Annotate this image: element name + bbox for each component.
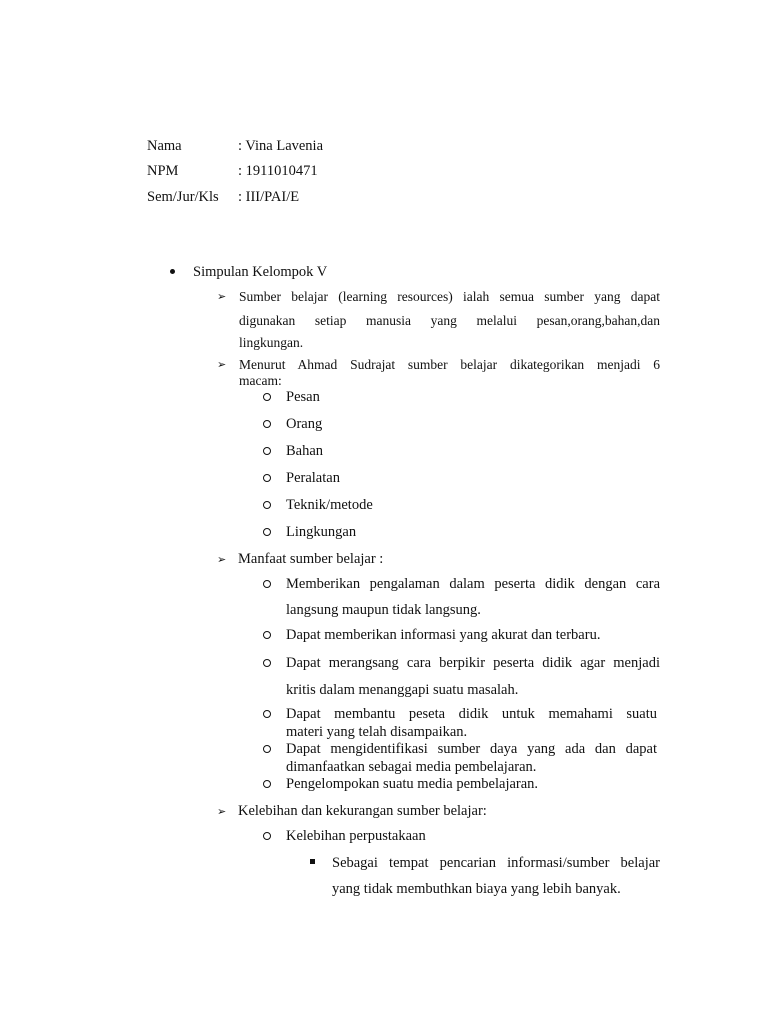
p4-title: Kelebihan dan kekurangan sumber belajar: (238, 803, 487, 819)
m1-line2: langsung maupun tidak langsung. (286, 602, 481, 618)
circle-bullet-icon (263, 474, 271, 482)
section-title: Simpulan Kelompok V (193, 264, 328, 280)
arrow-bullet-icon: ➢ (217, 554, 227, 566)
m4-line2: materi yang telah disampaikan. (286, 724, 468, 740)
circle-bullet-icon (263, 580, 271, 588)
bullet-dot-icon (170, 269, 175, 274)
circle-bullet-icon (263, 710, 271, 718)
circle-bullet-icon (263, 745, 271, 753)
circle-bullet-icon (263, 631, 271, 639)
npm-label: NPM (147, 163, 179, 179)
arrow-bullet-icon: ➢ (217, 291, 227, 303)
npm-value: : 1911010471 (238, 163, 318, 179)
circle-bullet-icon (263, 393, 271, 401)
list-item: Bahan (286, 443, 324, 459)
m6-text: Pengelompokan suatu media pembelajaran. (286, 776, 539, 792)
circle-bullet-icon (263, 528, 271, 536)
m4-line1: Dapat membantu peseta didik untuk memahami suatu (286, 706, 657, 722)
p1-line3: lingkungan. (239, 335, 304, 350)
list-item: Peralatan (286, 470, 340, 486)
m5-line1: Dapat mengidentifikasi sumber daya yang ada dan dapat (286, 741, 657, 757)
p1-line2: digunakan setiap manusia yang melalui pesan,orang,bahan,dan (239, 313, 660, 328)
circle-bullet-icon (263, 659, 271, 667)
k1-line2: yang tidak membuthkan biaya yang lebih banyak. (332, 881, 621, 897)
m3-line1: Dapat merangsang cara berpikir peserta didik agar menjadi (286, 655, 660, 671)
m3-line2: kritis dalam menanggapi suatu masalah. (286, 682, 519, 698)
circle-bullet-icon (263, 420, 271, 428)
k1-line1: Sebagai tempat pencarian informasi/sumber belajar (332, 855, 660, 871)
circle-bullet-icon (263, 780, 271, 788)
p3-title: Manfaat sumber belajar : (238, 551, 384, 567)
m5-line2: dimanfaatkan sebagai media pembelajaran. (286, 759, 537, 775)
list-item: Pesan (286, 389, 320, 405)
p1-line1: Sumber belajar (learning resources) ialah semua sumber yang dapat (239, 289, 660, 304)
p2-line1: Menurut Ahmad Sudrajat sumber belajar dikategorikan menjadi 6 (239, 357, 660, 372)
list-item: Teknik/metode (286, 497, 373, 513)
list-item: Lingkungan (286, 524, 357, 540)
arrow-bullet-icon: ➢ (217, 806, 227, 818)
circle-bullet-icon (263, 832, 271, 840)
nama-label: Nama (147, 138, 182, 154)
list-item: Orang (286, 416, 323, 432)
sem-value: : III/PAI/E (238, 189, 300, 205)
circle-bullet-icon (263, 501, 271, 509)
p2-line2: macam: (239, 373, 282, 388)
m2-text: Dapat memberikan informasi yang akurat dan terbaru. (286, 627, 601, 643)
arrow-bullet-icon: ➢ (217, 359, 227, 371)
square-bullet-icon (310, 859, 315, 864)
m1-line1: Memberikan pengalaman dalam peserta didik dengan cara (286, 576, 660, 592)
circle-bullet-icon (263, 447, 271, 455)
p4-sub: Kelebihan perpustakaan (286, 828, 426, 844)
sem-label: Sem/Jur/Kls (147, 189, 219, 205)
nama-value: : Vina Lavenia (238, 138, 324, 154)
